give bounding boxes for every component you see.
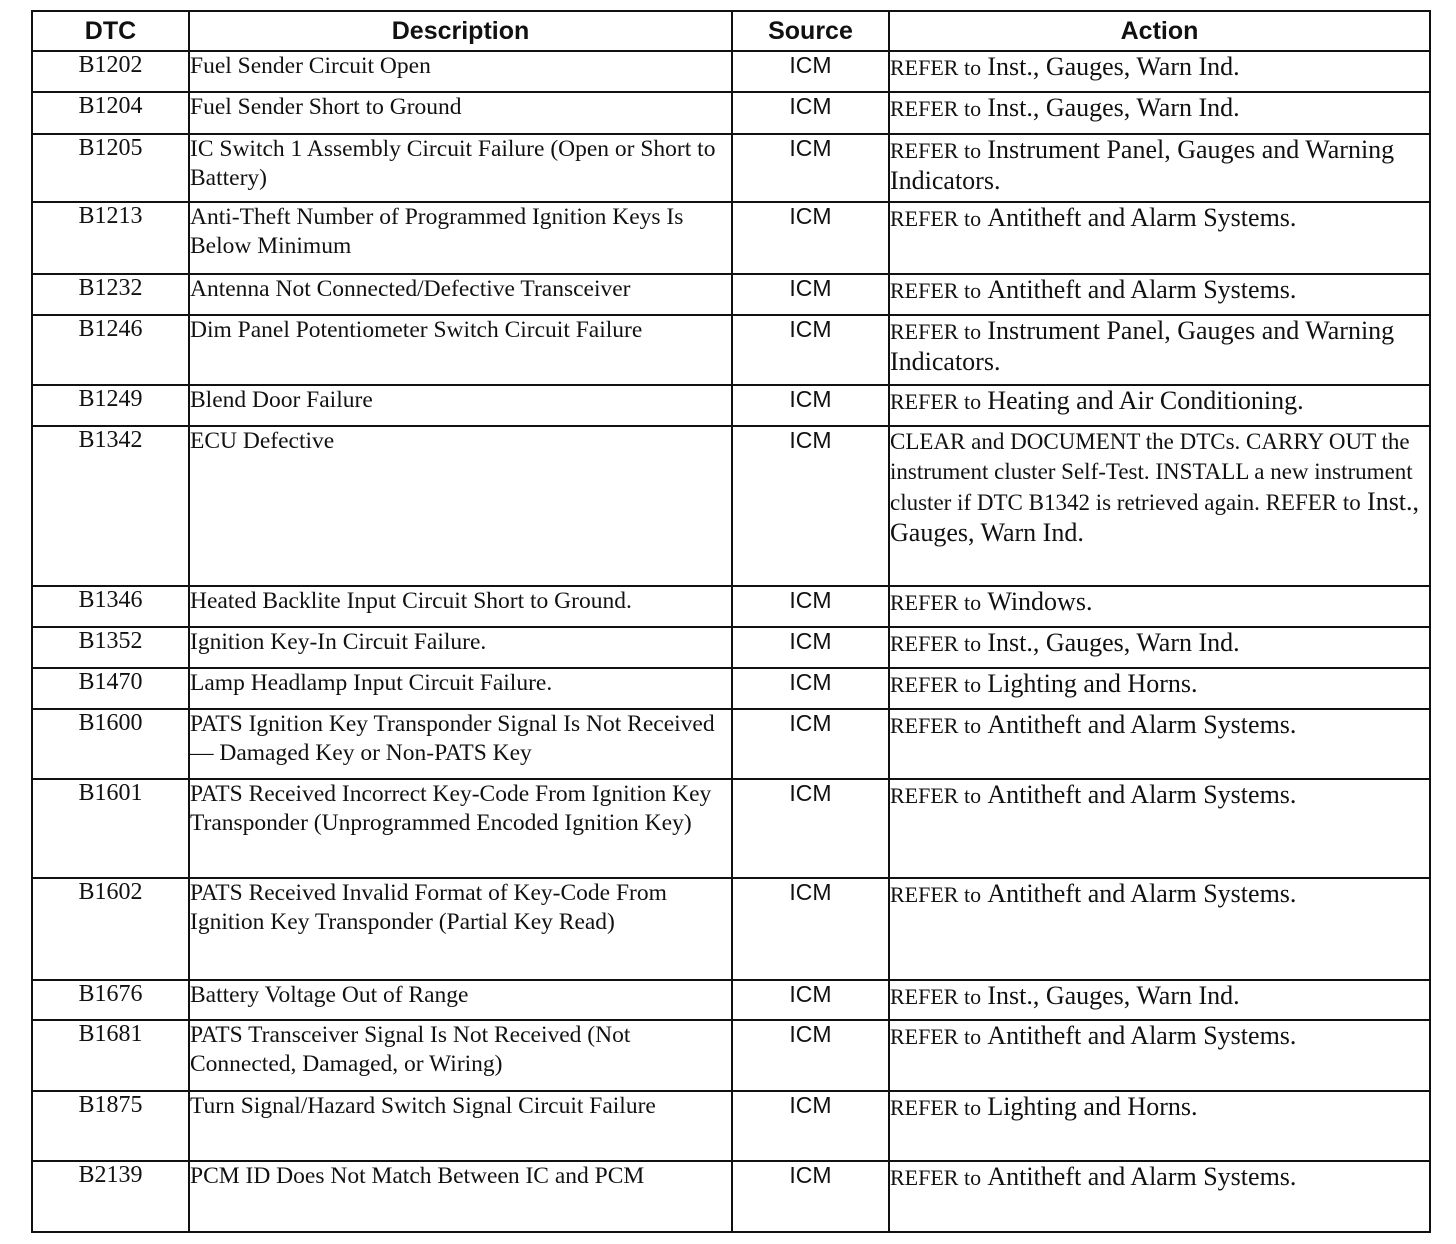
dtc-action: [889, 709, 1430, 779]
dtc-code: B1205: [32, 134, 189, 202]
dtc-code: B1681: [32, 1020, 189, 1091]
action-prefix: REFER to: [890, 206, 982, 231]
dtc-action: [889, 1020, 1430, 1091]
dtc-table: [31, 10, 1431, 1233]
dtc-code: B1875: [32, 1091, 189, 1161]
dtc-source: ICM: [732, 1091, 889, 1161]
dtc-source: ICM: [732, 274, 889, 315]
dtc-description: Blend Door Failure: [189, 385, 732, 426]
dtc-action: [889, 426, 1430, 586]
header-description: Description: [189, 11, 732, 51]
dtc-code: B1232: [32, 274, 189, 315]
dtc-source: ICM: [732, 92, 889, 134]
action-target: Inst., Gauges, Warn Ind.: [987, 981, 1240, 1010]
dtc-source: ICM: [732, 51, 889, 92]
table-row: [32, 51, 1430, 92]
dtc-code: B1470: [32, 668, 189, 709]
table-row: [32, 92, 1430, 134]
table-row: [32, 315, 1430, 385]
action-target: Antitheft and Alarm Systems.: [987, 275, 1297, 304]
dtc-description: Anti-Theft Number of Programmed Ignition Keys Is Below Minimum: [189, 202, 732, 274]
table-row: [32, 878, 1430, 980]
action-target: Antitheft and Alarm Systems.: [987, 203, 1297, 232]
dtc-description: PATS Ignition Key Transponder Signal Is Not Received — Damaged Key or Non-PATS Key: [189, 709, 732, 779]
dtc-description: Fuel Sender Circuit Open: [189, 51, 732, 92]
action-target: Inst., Gauges, Warn Ind.: [890, 487, 1420, 547]
header-source: Source: [732, 11, 889, 51]
dtc-source: ICM: [732, 315, 889, 385]
dtc-action: [889, 385, 1430, 426]
dtc-action: [889, 274, 1430, 315]
dtc-action: [889, 51, 1430, 92]
action-target: Heating and Air Conditioning.: [987, 386, 1304, 415]
table-row: [32, 274, 1430, 315]
dtc-description: PATS Received Invalid Format of Key-Code From Ignition Key Transponder (Partial Key Read): [189, 878, 732, 980]
table-row: [32, 668, 1430, 709]
dtc-source: ICM: [732, 878, 889, 980]
table-header: [32, 11, 1430, 51]
dtc-action: [889, 1161, 1430, 1232]
dtc-description: Ignition Key-In Circuit Failure.: [189, 627, 732, 668]
dtc-code: B1246: [32, 315, 189, 385]
table-row: [32, 202, 1430, 274]
dtc-code: B2139: [32, 1161, 189, 1232]
dtc-source: ICM: [732, 1020, 889, 1091]
dtc-action: [889, 779, 1430, 878]
action-prefix: REFER to: [890, 882, 982, 907]
action-target: Lighting and Horns.: [987, 669, 1198, 698]
table-row: [32, 709, 1430, 779]
dtc-source: ICM: [732, 779, 889, 878]
header-dtc: DTC: [32, 11, 189, 51]
dtc-code: B1213: [32, 202, 189, 274]
dtc-code: B1204: [32, 92, 189, 134]
header-row: [32, 11, 1430, 51]
dtc-source: ICM: [732, 202, 889, 274]
table-row: [32, 134, 1430, 202]
table-row: [32, 385, 1430, 426]
dtc-code: B1600: [32, 709, 189, 779]
table-row: [32, 1020, 1430, 1091]
action-prefix: REFER to: [890, 672, 982, 697]
action-prefix: REFER to: [890, 319, 982, 344]
dtc-action: [889, 668, 1430, 709]
dtc-code: B1346: [32, 586, 189, 627]
dtc-description: Heated Backlite Input Circuit Short to Ground.: [189, 586, 732, 627]
dtc-action: [889, 878, 1430, 980]
action-prefix: REFER to: [890, 138, 982, 163]
dtc-description: Antenna Not Connected/Defective Transceiver: [189, 274, 732, 315]
table-row: [32, 980, 1430, 1020]
action-target: Windows.: [987, 587, 1093, 616]
action-target: Lighting and Horns.: [987, 1092, 1198, 1121]
dtc-code: B1202: [32, 51, 189, 92]
dtc-description: PCM ID Does Not Match Between IC and PCM: [189, 1161, 732, 1232]
dtc-action: [889, 586, 1430, 627]
action-target: Antitheft and Alarm Systems.: [987, 780, 1297, 809]
action-target: Antitheft and Alarm Systems.: [987, 710, 1297, 739]
dtc-action: [889, 1091, 1430, 1161]
dtc-action: [889, 134, 1430, 202]
action-target: Antitheft and Alarm Systems.: [987, 1021, 1297, 1050]
action-prefix: REFER to: [890, 1024, 982, 1049]
dtc-code: B1601: [32, 779, 189, 878]
dtc-code: B1342: [32, 426, 189, 586]
action-prefix: REFER to: [890, 713, 982, 738]
action-prefix: REFER to: [890, 55, 982, 80]
dtc-action: [889, 92, 1430, 134]
dtc-source: ICM: [732, 586, 889, 627]
action-prefix: REFER to: [890, 783, 982, 808]
dtc-description: Battery Voltage Out of Range: [189, 980, 732, 1020]
dtc-description: Turn Signal/Hazard Switch Signal Circuit Failure: [189, 1091, 732, 1161]
action-prefix: REFER to: [890, 389, 982, 414]
dtc-source: ICM: [732, 385, 889, 426]
dtc-description: IC Switch 1 Assembly Circuit Failure (Open or Short to Battery): [189, 134, 732, 202]
dtc-code: B1249: [32, 385, 189, 426]
action-text: CLEAR and DOCUMENT the DTCs. CARRY OUT the instrument cluster Self-Test. INSTALL a new instrument cluster if DTC B1342 is retrieved again. REFER to: [890, 429, 1413, 515]
action-prefix: REFER to: [890, 1095, 982, 1120]
action-prefix: REFER to: [890, 631, 982, 656]
action-target: Instrument Panel, Gauges and Warning Indicators.: [890, 135, 1395, 195]
dtc-action: [889, 202, 1430, 274]
action-prefix: REFER to: [890, 96, 982, 121]
action-prefix: REFER to: [890, 590, 982, 615]
dtc-source: ICM: [732, 627, 889, 668]
table-row: [32, 627, 1430, 668]
dtc-code: B1676: [32, 980, 189, 1020]
action-target: Instrument Panel, Gauges and Warning Indicators.: [890, 316, 1395, 376]
dtc-description: PATS Transceiver Signal Is Not Received (Not Connected, Damaged, or Wiring): [189, 1020, 732, 1091]
table-row: [32, 426, 1430, 586]
action-target: Inst., Gauges, Warn Ind.: [987, 52, 1240, 81]
dtc-source: ICM: [732, 134, 889, 202]
dtc-source: ICM: [732, 980, 889, 1020]
dtc-source: ICM: [732, 426, 889, 586]
dtc-description: Lamp Headlamp Input Circuit Failure.: [189, 668, 732, 709]
action-target: Antitheft and Alarm Systems.: [987, 879, 1297, 908]
dtc-code: B1602: [32, 878, 189, 980]
dtc-source: ICM: [732, 1161, 889, 1232]
dtc-action: [889, 627, 1430, 668]
dtc-code: B1352: [32, 627, 189, 668]
dtc-description: ECU Defective: [189, 426, 732, 586]
table-row: [32, 1091, 1430, 1161]
action-target: Inst., Gauges, Warn Ind.: [987, 628, 1240, 657]
dtc-action: [889, 315, 1430, 385]
action-prefix: REFER to: [890, 1165, 982, 1190]
header-action: Action: [889, 11, 1430, 51]
table-row: [32, 1161, 1430, 1232]
dtc-description: Fuel Sender Short to Ground: [189, 92, 732, 134]
table-row: [32, 779, 1430, 878]
dtc-description: PATS Received Incorrect Key-Code From Ignition Key Transponder (Unprogrammed Encoded Ignition Key): [189, 779, 732, 878]
action-target: Antitheft and Alarm Systems.: [987, 1162, 1297, 1191]
action-target: Inst., Gauges, Warn Ind.: [987, 93, 1240, 122]
dtc-source: ICM: [732, 668, 889, 709]
action-prefix: REFER to: [890, 984, 982, 1009]
dtc-source: ICM: [732, 709, 889, 779]
table-body: [32, 51, 1430, 1232]
dtc-action: [889, 980, 1430, 1020]
table-row: [32, 586, 1430, 627]
dtc-description: Dim Panel Potentiometer Switch Circuit Failure: [189, 315, 732, 385]
action-prefix: REFER to: [890, 278, 982, 303]
